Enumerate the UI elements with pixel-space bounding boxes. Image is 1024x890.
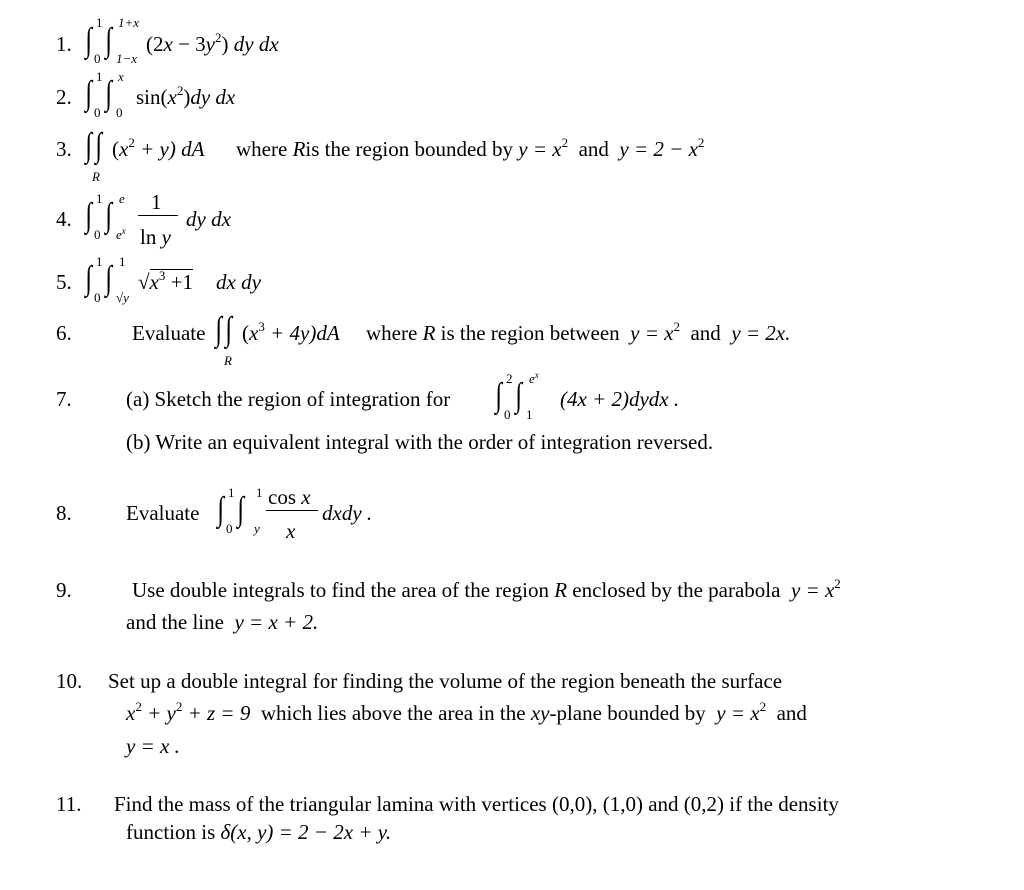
problem-number: 2.	[56, 85, 72, 109]
integral-sign: ∫	[105, 260, 113, 297]
upper-limit: e	[119, 191, 125, 206]
upper-limit: 1	[96, 191, 103, 206]
lower-limit: 0	[504, 407, 511, 422]
fraction-denominator: ln y	[140, 225, 171, 249]
integrand: $(2x - 3y^2)$ dy dx	[146, 30, 279, 56]
integral-sign: ∫	[85, 260, 93, 297]
integral-sign: ∫	[225, 311, 233, 348]
evaluate-label: Evaluate	[126, 501, 200, 525]
fraction-numerator: cos x	[268, 485, 311, 509]
upper-limit: 2	[506, 371, 513, 386]
problem-number: 5.	[56, 270, 72, 294]
integral-sign: ∫	[217, 491, 225, 528]
upper-limit: x	[118, 69, 124, 84]
problem-number: 1.	[56, 32, 72, 56]
problem-number: 4.	[56, 207, 72, 231]
integral-sign: ∫	[85, 22, 93, 59]
integral-sign: ∫	[85, 75, 93, 112]
upper-limit: 1	[96, 254, 103, 269]
problem-number: 11.	[56, 792, 82, 816]
problem-text: where R is the region between $y = x^2$ and y = 2x.	[366, 319, 791, 345]
integral-sign: ∫	[105, 22, 113, 59]
integral-sign: ∫	[105, 75, 113, 112]
problem-text: where Ris the region bounded by $y = x^2$ and $y = 2 - x^2$	[236, 135, 705, 161]
problem-text: function is δ(x, y) = 2 − 2x + y.	[126, 820, 392, 844]
upper-limit: 1	[96, 15, 103, 30]
lower-limit: 0	[94, 290, 101, 305]
problem-text: Find the mass of the triangular lamina with vertices (0,0), (1,0) and (0,2) if the density	[114, 792, 839, 816]
integral-sign: ∫	[85, 197, 93, 234]
part-b-text: (b) Write an equivalent integral with the order of integration reversed.	[126, 430, 714, 454]
integral-sign: ∫	[85, 127, 93, 164]
upper-limit: 1	[228, 485, 235, 500]
lower-limit: $e^x$	[116, 226, 126, 242]
integral-sign: ∫	[237, 491, 245, 528]
lower-limit: √y	[116, 290, 129, 305]
differentials: dxdy .	[322, 501, 373, 525]
fraction-numerator: 1	[151, 190, 162, 214]
region-label: R	[92, 169, 100, 184]
fraction-bar	[138, 215, 178, 216]
problem-number: 7.	[56, 387, 72, 411]
integrand: $√x^3 +1$	[138, 268, 193, 294]
fraction-bar	[266, 510, 318, 511]
integral-sign: ∫	[95, 127, 103, 164]
problem-text: Use double integrals to find the area of the region R enclosed by the parabola $y = x^2$	[132, 576, 841, 602]
upper-limit: $e^x$	[529, 370, 539, 386]
problem-number: 8.	[56, 501, 72, 525]
region-label: R	[224, 353, 232, 368]
problem-number: 6.	[56, 321, 72, 345]
lower-limit: 0	[116, 105, 123, 120]
lower-limit: 0	[94, 51, 101, 66]
integrand: $(x^3 + 4y)dA$	[242, 319, 340, 345]
fraction-denominator: x	[286, 519, 296, 543]
lower-limit: 1	[526, 407, 533, 422]
problem-number: 3.	[56, 137, 72, 161]
upper-limit: 1	[119, 254, 126, 269]
problem-text: Set up a double integral for finding the volume of the region beneath the surface	[108, 669, 783, 693]
problem-text: and the line y = x + 2.	[126, 610, 319, 634]
differentials: dy dx	[186, 207, 231, 231]
integrand: $\sin(x^2)dy$ dx	[136, 83, 236, 109]
integral-sign: ∫	[515, 377, 523, 414]
problem-text: $x^2 + y^2 + z = 9$ which lies above the area in the xy-plane bounded by $y = x^2$ and	[126, 699, 807, 725]
lower-limit: 1−x	[116, 51, 138, 66]
upper-limit: 1	[256, 485, 263, 500]
integral-sign: ∫	[495, 377, 503, 414]
integral-sign: ∫	[105, 197, 113, 234]
lower-limit: 0	[94, 105, 101, 120]
problem-number: 10.	[56, 669, 83, 693]
integral-sign: ∫	[215, 311, 223, 348]
problem-number: 9.	[56, 578, 72, 602]
upper-limit: 1	[96, 69, 103, 84]
lower-limit: 0	[226, 521, 233, 536]
lower-limit: y	[254, 521, 260, 536]
lower-limit: 0	[94, 227, 101, 242]
part-a-text: (a) Sketch the region of integration for	[126, 387, 451, 411]
integrand: (4x + 2)dydx .	[560, 387, 680, 411]
upper-limit: 1+x	[118, 15, 140, 30]
differentials: dx dy	[216, 270, 261, 294]
problem-text: y = x .	[126, 734, 180, 758]
integrand: $(x^2 + y)$ dA	[112, 135, 205, 161]
evaluate-label: Evaluate	[132, 321, 206, 345]
